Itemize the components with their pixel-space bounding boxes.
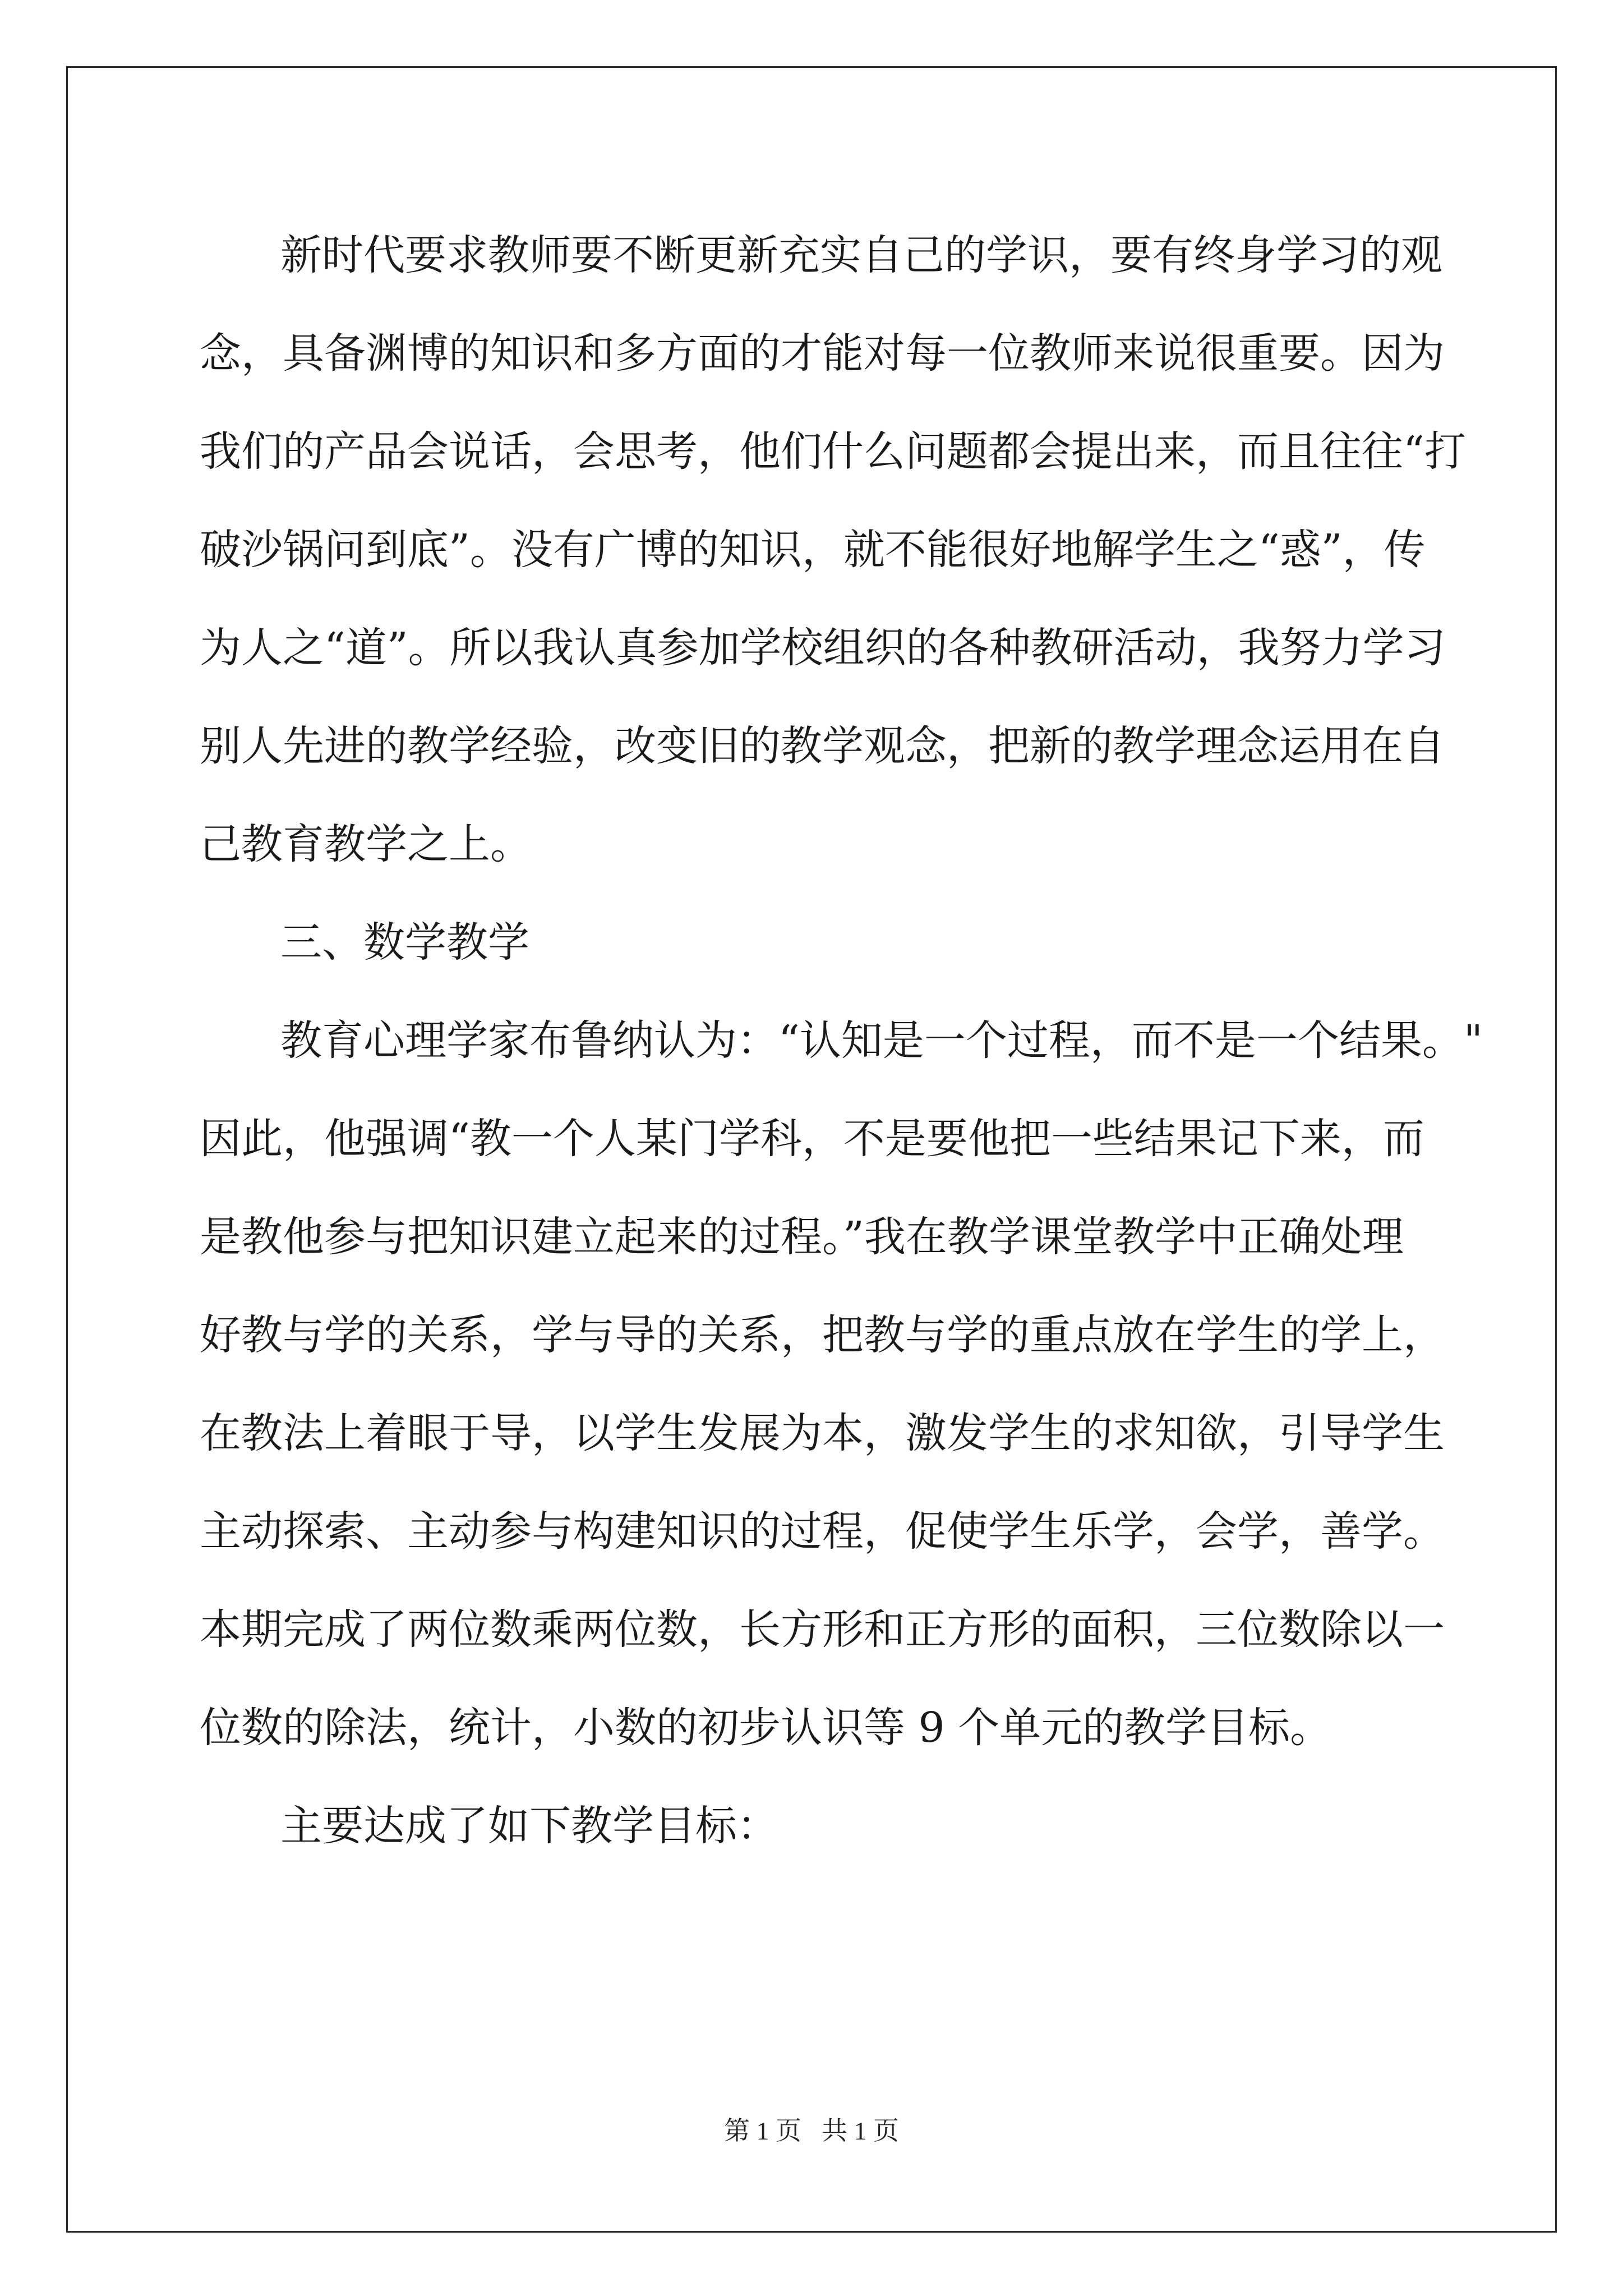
- text-line: 新时代要求教师要不断更新充实自己的学识，要有终身学习的观: [280, 231, 1442, 279]
- text-line: 好教与学的关系，学与导的关系，把教与学的重点放在学生的学上，: [200, 1311, 1445, 1359]
- paragraph: [200, 1777, 1433, 1875]
- page-footer: [0, 2110, 1623, 2147]
- paragraph: [200, 992, 1483, 1777]
- text-line: 为人之“道”。所以我认真参加学校组织的各种教研活动，我努力学习: [200, 624, 1446, 672]
- text-line: 因此，他强调“教一个人某门学科，不是要他把一些结果记下来，而: [200, 1115, 1424, 1163]
- text-line: 己教育教学之上。: [200, 820, 532, 868]
- text-line: 我们的产品会说话，会思考，他们什么问题都会提出来，而且往往“打: [200, 427, 1466, 476]
- text-line: 主动探索、主动参与构建知识的过程，促使学生乐学，会学，善学。: [200, 1507, 1445, 1556]
- text-line: 在教法上着眼于导，以学生发展为本，激发学生的求知欲，引导学生: [200, 1409, 1445, 1457]
- text-line: 位数的除法，统计，小数的初步认识等 9 个单元的教学目标。: [200, 1704, 1332, 1752]
- paragraph: [200, 206, 1466, 894]
- page-number: 第 1 页: [724, 2116, 801, 2145]
- document-body: [200, 206, 1483, 1875]
- section-heading: [200, 894, 1433, 992]
- text-line: 是教他参与把知识建立起来的过程。”我在教学课堂教学中正确处理: [200, 1213, 1404, 1261]
- text-line: 本期完成了两位数乘两位数，长方形和正方形的面积，三位数除以一: [200, 1605, 1445, 1654]
- text-line: 主要达成了如下教学目标：: [280, 1802, 778, 1850]
- text-line: 别人先进的教学经验，改变旧的教学观念，把新的教学理念运用在自: [200, 722, 1445, 770]
- page-total: 共 1 页: [822, 2116, 899, 2145]
- text-line: 念，具备渊博的知识和多方面的才能对每一位教师来说很重要。因为: [200, 329, 1445, 378]
- heading-line: 三、数学教学: [280, 918, 529, 967]
- text-line: 破沙锅问到底”。没有广博的知识，就不能很好地解学生之“惑”，传: [200, 526, 1426, 574]
- text-line: 教育心理学家布鲁纳认为：“认知是一个过程，而不是一个结果。": [280, 1016, 1483, 1065]
